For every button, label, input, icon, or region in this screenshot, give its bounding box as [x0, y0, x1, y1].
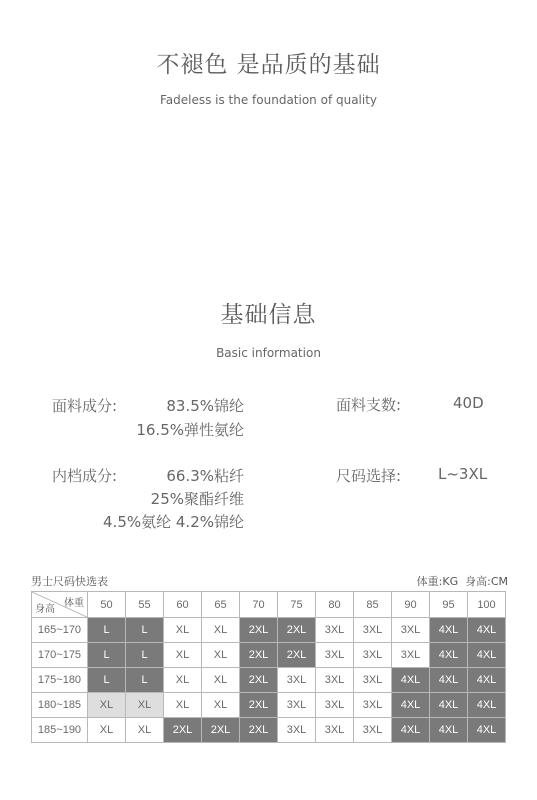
- height-header-cell: 185~190: [32, 718, 88, 743]
- size-cell: 4XL: [392, 668, 430, 693]
- fabric-label: 面料成分:: [52, 397, 118, 415]
- size-cell: XL: [164, 693, 202, 718]
- size-cell: 4XL: [430, 693, 468, 718]
- weight-header-cell: 80: [316, 592, 354, 618]
- lining-line-2: 25%聚酯纤维: [150, 490, 244, 508]
- size-table-header-row: [32, 592, 506, 618]
- size-cell: 2XL: [240, 668, 278, 693]
- size-table-units: 体重:KG 身高:CM: [416, 575, 508, 588]
- size-cell: 3XL: [316, 718, 354, 743]
- size-cell: 3XL: [392, 618, 430, 643]
- size-cell: 4XL: [430, 643, 468, 668]
- table-row: [32, 668, 506, 693]
- fabric-line-2: 16.5%弹性氨纶: [136, 421, 244, 439]
- size-cell: L: [126, 643, 164, 668]
- size-cell: XL: [164, 643, 202, 668]
- corner-height-label: 身高: [35, 604, 55, 615]
- size-cell: 4XL: [392, 693, 430, 718]
- table-row: [32, 693, 506, 718]
- size-cell: 4XL: [430, 718, 468, 743]
- corner-weight-label: 体重: [64, 598, 84, 609]
- height-header-cell: 165~170: [32, 618, 88, 643]
- size-cell: 4XL: [468, 668, 506, 693]
- size-table: [31, 591, 506, 743]
- size-cell: 4XL: [392, 718, 430, 743]
- size-cell: L: [88, 618, 126, 643]
- count-label: 面料支数:: [336, 396, 402, 414]
- weight-header-cell: 95: [430, 592, 468, 618]
- size-cell: 2XL: [202, 718, 240, 743]
- count-value: 40D: [453, 394, 484, 412]
- size-cell: XL: [126, 718, 164, 743]
- size-cell: 3XL: [354, 643, 392, 668]
- weight-header-cell: 70: [240, 592, 278, 618]
- size-cell: 4XL: [430, 618, 468, 643]
- size-cell: 3XL: [354, 618, 392, 643]
- size-cell: 3XL: [316, 618, 354, 643]
- size-cell: XL: [202, 618, 240, 643]
- size-cell: L: [126, 668, 164, 693]
- lining-line-3: 4.5%氨纶 4.2%锦纶: [103, 513, 244, 531]
- size-cell: XL: [164, 618, 202, 643]
- section-subtitle: Basic information: [216, 346, 321, 360]
- size-cell: 4XL: [468, 643, 506, 668]
- weight-header-cell: 85: [354, 592, 392, 618]
- size-cell: 4XL: [468, 718, 506, 743]
- size-cell: L: [126, 618, 164, 643]
- size-cell: 3XL: [354, 693, 392, 718]
- size-cell: 2XL: [278, 618, 316, 643]
- table-corner-cell: [32, 592, 88, 618]
- height-header-cell: 180~185: [32, 693, 88, 718]
- size-cell: 3XL: [316, 668, 354, 693]
- size-cell: 2XL: [240, 693, 278, 718]
- page-title: 不褪色 是品质的基础: [156, 52, 381, 78]
- size-table-title: 男士尺码快选表: [31, 575, 108, 588]
- size-cell: XL: [88, 693, 126, 718]
- size-cell: XL: [202, 668, 240, 693]
- lining-line-1: 66.3%粘纤: [166, 467, 244, 485]
- fabric-line-1: 83.5%锦纶: [166, 397, 244, 415]
- size-label: 尺码选择:: [336, 467, 402, 485]
- size-cell: 3XL: [316, 643, 354, 668]
- size-cell: 4XL: [468, 618, 506, 643]
- size-cell: 3XL: [392, 643, 430, 668]
- weight-header-cell: 75: [278, 592, 316, 618]
- size-cell: XL: [88, 718, 126, 743]
- size-value: L~3XL: [438, 465, 488, 483]
- size-cell: XL: [126, 693, 164, 718]
- section-title: 基础信息: [220, 302, 317, 328]
- table-row: [32, 618, 506, 643]
- size-cell: 3XL: [278, 668, 316, 693]
- size-cell: 3XL: [278, 718, 316, 743]
- size-cell: 3XL: [316, 693, 354, 718]
- lining-label: 内档成分:: [52, 467, 118, 485]
- size-cell: 3XL: [354, 718, 392, 743]
- size-cell: 2XL: [240, 618, 278, 643]
- table-row: [32, 643, 506, 668]
- table-row: [32, 718, 506, 743]
- size-cell: 3XL: [354, 668, 392, 693]
- size-cell: 2XL: [278, 643, 316, 668]
- weight-header-cell: 50: [88, 592, 126, 618]
- size-cell: 4XL: [468, 693, 506, 718]
- weight-header-cell: 90: [392, 592, 430, 618]
- size-cell: XL: [202, 643, 240, 668]
- page-subtitle: Fadeless is the foundation of quality: [159, 93, 378, 107]
- size-cell: 2XL: [240, 718, 278, 743]
- size-cell: 2XL: [240, 643, 278, 668]
- size-cell: L: [88, 668, 126, 693]
- size-cell: XL: [164, 668, 202, 693]
- size-cell: XL: [202, 693, 240, 718]
- size-cell: L: [88, 643, 126, 668]
- height-header-cell: 175~180: [32, 668, 88, 693]
- size-cell: 3XL: [278, 693, 316, 718]
- size-cell: 4XL: [430, 668, 468, 693]
- weight-header-cell: 100: [468, 592, 506, 618]
- weight-header-cell: 55: [126, 592, 164, 618]
- weight-header-cell: 65: [202, 592, 240, 618]
- size-cell: 2XL: [164, 718, 202, 743]
- weight-header-cell: 60: [164, 592, 202, 618]
- height-header-cell: 170~175: [32, 643, 88, 668]
